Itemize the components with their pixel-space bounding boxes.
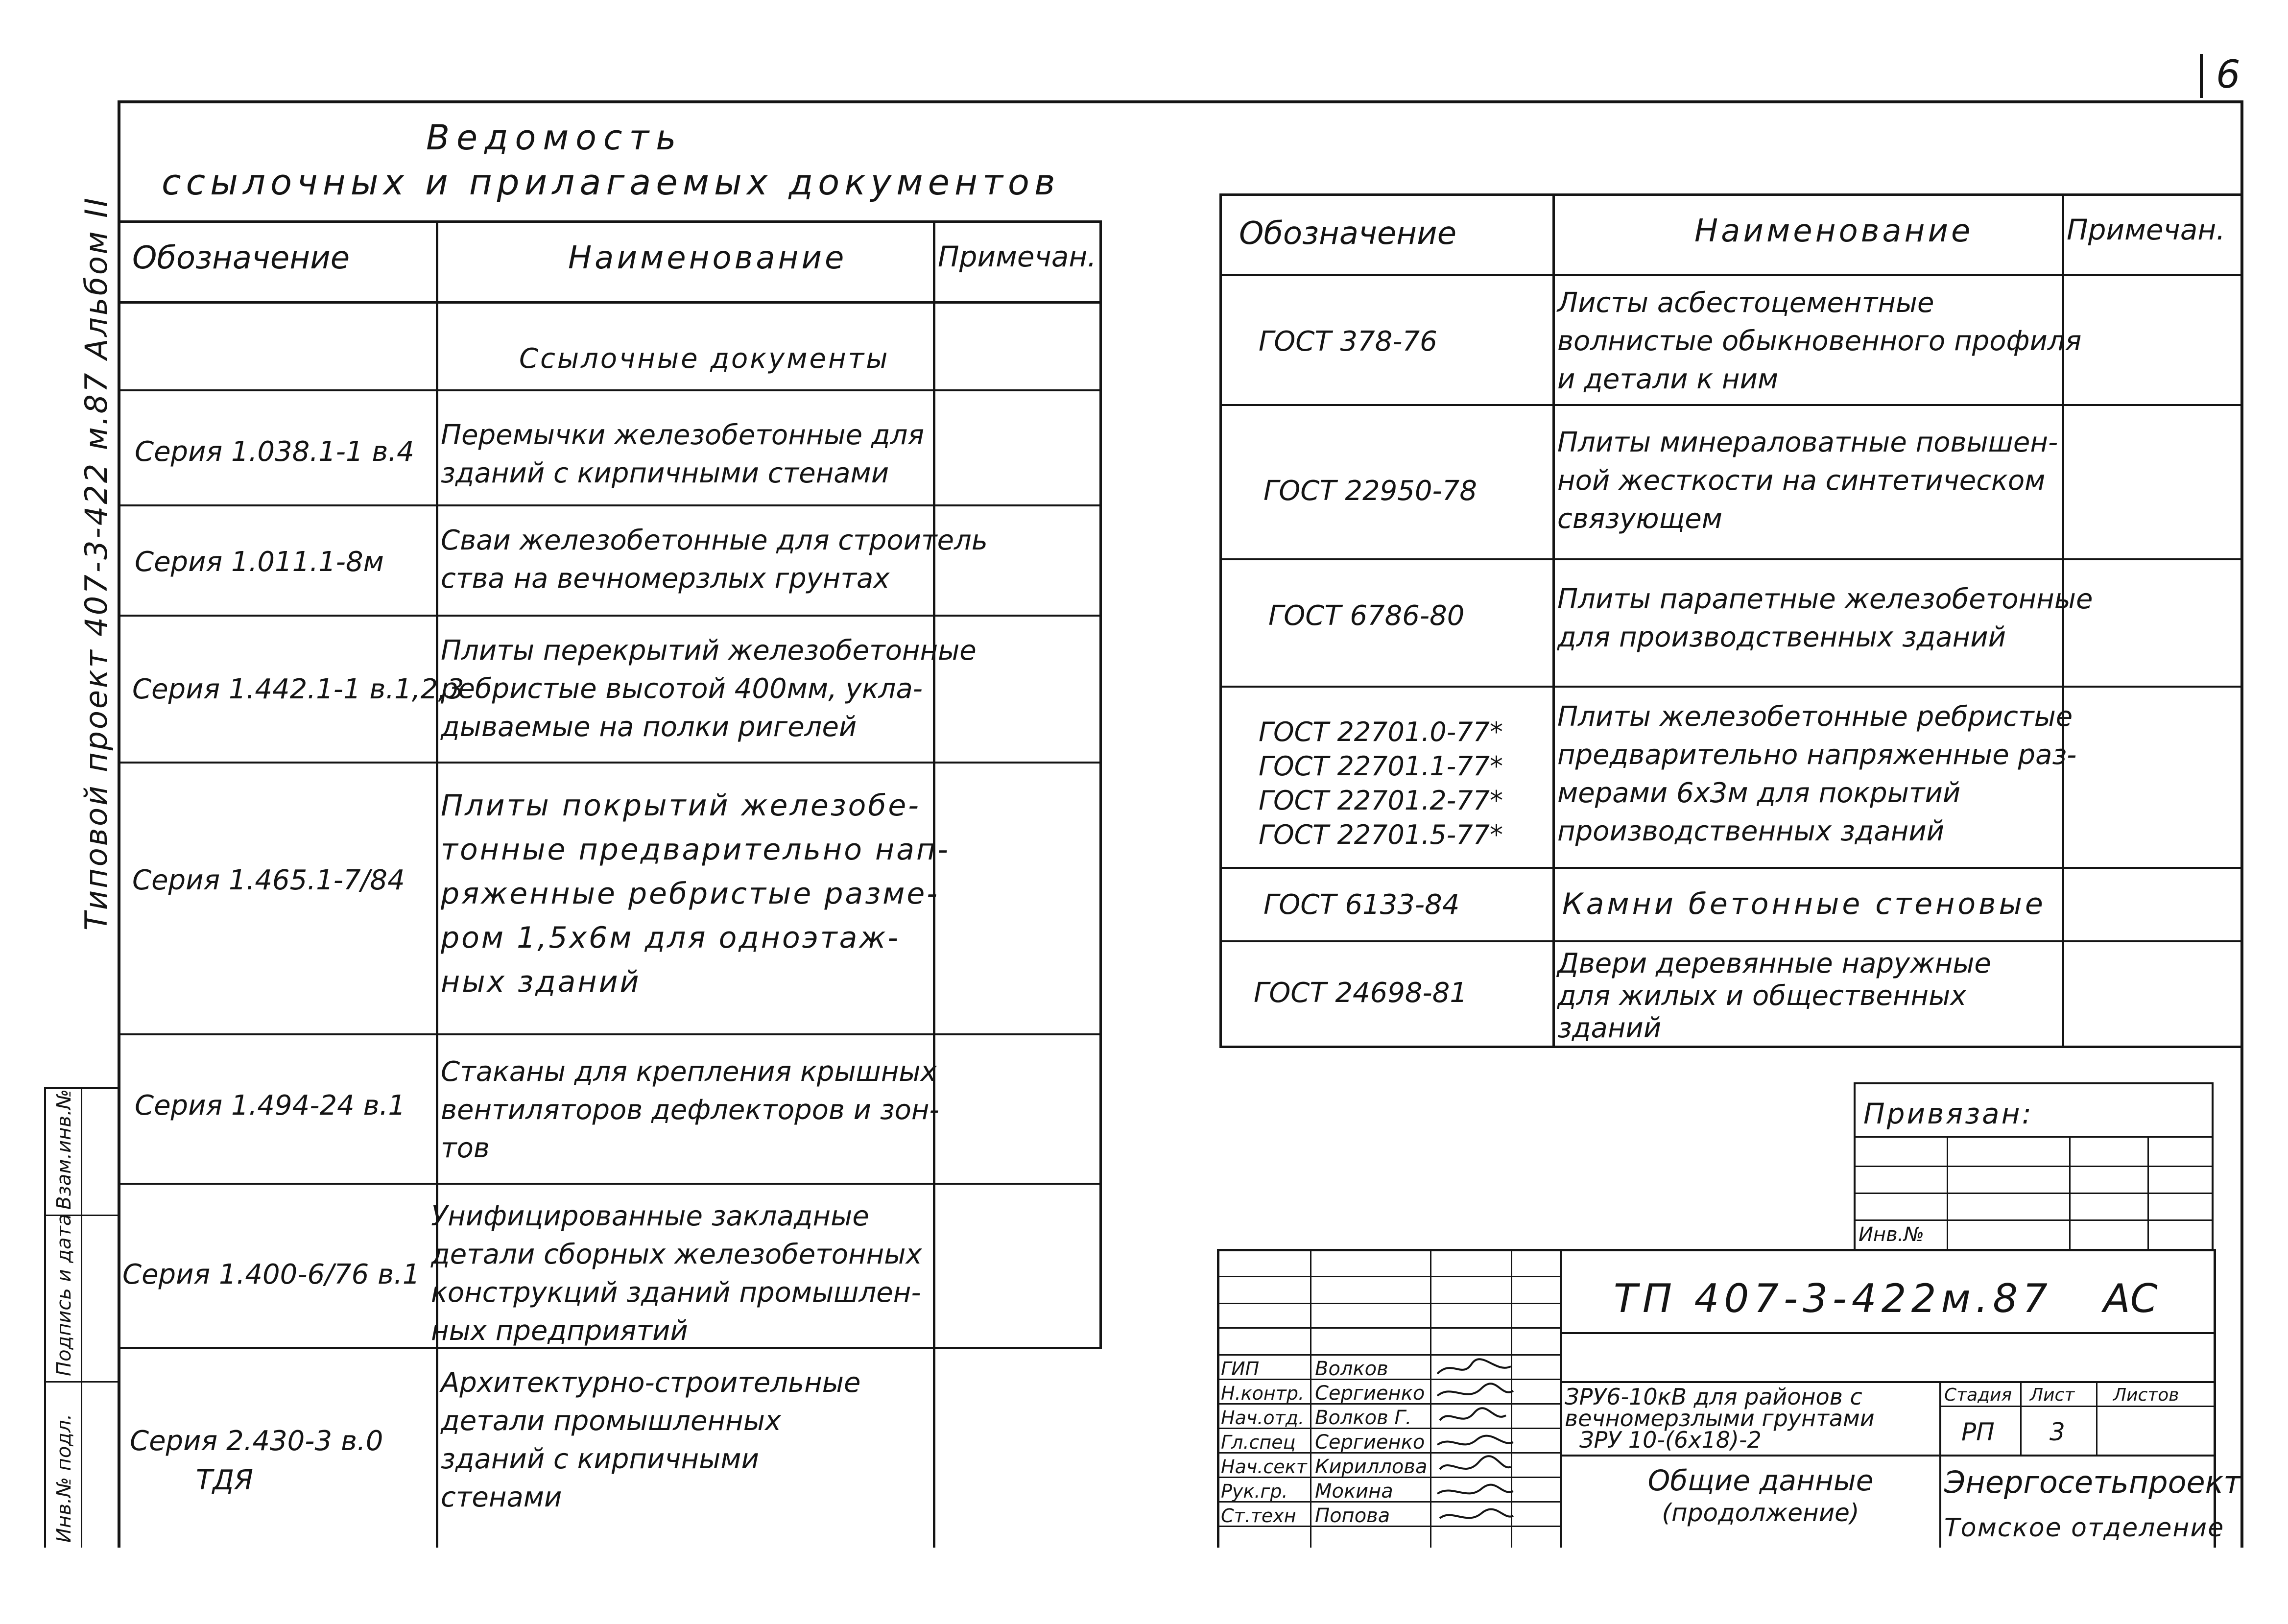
frame-right <box>2240 100 2243 1548</box>
row-code: ГОСТ 378-76 <box>1259 326 1437 358</box>
sheet-title: Общие данные (продолжение) <box>1647 1464 1874 1527</box>
side-label: Типовой проект 407-3-422 м.87 Альбом II <box>78 196 114 931</box>
names-column: Волков Сергиенко Волков Г. Сергиенко Кириллова Мокина Попова <box>1315 1358 1428 1527</box>
row-code: Серия 1.038.1-1 в.4 <box>135 436 414 468</box>
left-stamp <box>44 1087 118 1548</box>
row-name: Плиты железобетонные ребристые предварительно напряженные раз- мерами 6х3м для покрытий производственных зданий <box>1557 701 2077 847</box>
right-table <box>1219 193 2240 1048</box>
row-code: ГОСТ 24698-81 <box>1254 977 1467 1009</box>
doc-code: ТП 407-3-422м.87 <box>1614 1276 2053 1321</box>
row-code-2: ТДЯ <box>196 1464 253 1496</box>
inv-label: Инв.№ <box>1859 1223 1924 1246</box>
privyazan-label: Привязан: <box>1863 1097 2034 1130</box>
stage-value: РП <box>1961 1418 1995 1446</box>
row-code: Серия 2.430-3 в.0 <box>130 1425 383 1457</box>
org-name: Энергосетьпроект <box>1944 1464 2241 1500</box>
row-code: Серия 1.442.1-1 в.1,2,3 <box>132 673 464 705</box>
privyazan-box <box>1854 1082 2214 1249</box>
row-code: Серия 1.465.1-7/84 <box>132 864 405 896</box>
row-code: ГОСТ 6133-84 <box>1263 889 1460 921</box>
signatures <box>1432 1354 1516 1530</box>
title-block <box>1217 1249 2241 1548</box>
row-name: Камни бетонные стеновые <box>1562 887 2046 921</box>
row-code: Серия 1.011.1-8м <box>135 546 384 578</box>
stamp-label-podpis: Подпись и дата <box>53 1214 75 1376</box>
row-name: Перемычки железобетонные для зданий с кирпичными стенами <box>441 419 925 489</box>
sheet-value: 3 <box>2050 1418 2065 1446</box>
stamp-label-inv-podl: Инв.№ подл. <box>53 1413 75 1543</box>
row-name: Двери деревянные наружные для жилых и общественных зданий <box>1557 948 1991 1044</box>
row-name: Плиты минераловатные повышен- ной жесткости на синтетическом связующем <box>1557 427 2058 535</box>
doc-mark: АС <box>2103 1276 2158 1321</box>
right-header-designation: Обозначение <box>1239 215 1457 252</box>
row-name: Унифицированные закладные детали сборных железобетонных конструкций зданий промышлен- ных предприятий <box>431 1200 922 1347</box>
sheets-header: Листов <box>2113 1385 2179 1405</box>
row-name: Сваи железобетонные для строитель ства на вечномерзлых грунтах <box>441 525 988 595</box>
row-name: Стаканы для крепления крышных вентиляторов дефлекторов и зон- тов <box>441 1056 939 1164</box>
title-line-2: ссылочных и прилагаемых документов <box>162 162 1060 203</box>
left-header-note: Примечан. <box>938 240 1096 273</box>
title-line-1: Ведомость <box>426 118 683 158</box>
page-number: 6 <box>2216 53 2240 97</box>
row-name: Плиты покрытий железобе- тонные предварительно нап- ряженные ребристые разме- ром 1,5х6м для одноэтаж- ных зданий <box>441 788 950 999</box>
org-branch: Томское отделение <box>1944 1513 2225 1543</box>
left-header-designation: Обозначение <box>132 240 350 276</box>
row-code: ГОСТ 6786-80 <box>1268 600 1465 632</box>
row-name: Листы асбестоцементные волнистые обыкновенного профиля и детали к ним <box>1557 287 2082 395</box>
left-header-name: Наименование <box>568 240 847 276</box>
page-number-divider <box>2200 54 2203 98</box>
row-codes: ГОСТ 22701.0-77* ГОСТ 22701.1-77* ГОСТ 22701.2-77* ГОСТ 22701.5-77* <box>1259 716 1503 850</box>
project-name: ЗРУ6-10кВ для районов с вечномерзлыми грунтами ЗРУ 10-(6х18)-2 <box>1565 1384 1875 1453</box>
stage-header: Стадия <box>1944 1385 2012 1405</box>
row-code: Серия 1.494-24 в.1 <box>135 1090 405 1122</box>
row-name: Плиты парапетные железобетонные для производственных зданий <box>1557 583 2093 653</box>
sheet-header: Лист <box>2030 1385 2075 1405</box>
row-code: ГОСТ 22950-78 <box>1263 475 1477 507</box>
row-name: Архитектурно-строительные детали промышленных зданий с кирпичными стенами <box>441 1367 861 1513</box>
row-name: Плиты перекрытий железобетонные ребристые высотой 400мм, укла- дываемые на полки ригелей <box>441 635 977 743</box>
row-code: Серия 1.400-6/76 в.1 <box>122 1259 420 1290</box>
roles-column: ГИП Н.контр. Нач.отд. Гл.спец Нач.сект Рук.гр. Ст.техн <box>1221 1358 1307 1527</box>
right-header-note: Примечан. <box>2067 213 2225 246</box>
frame-top <box>118 100 2243 103</box>
right-header-name: Наименование <box>1694 213 1974 249</box>
left-table <box>118 220 1102 1548</box>
stamp-label-vzam: Взам.инв.№ <box>53 1089 75 1210</box>
section-title: Ссылочные документы <box>519 343 890 375</box>
